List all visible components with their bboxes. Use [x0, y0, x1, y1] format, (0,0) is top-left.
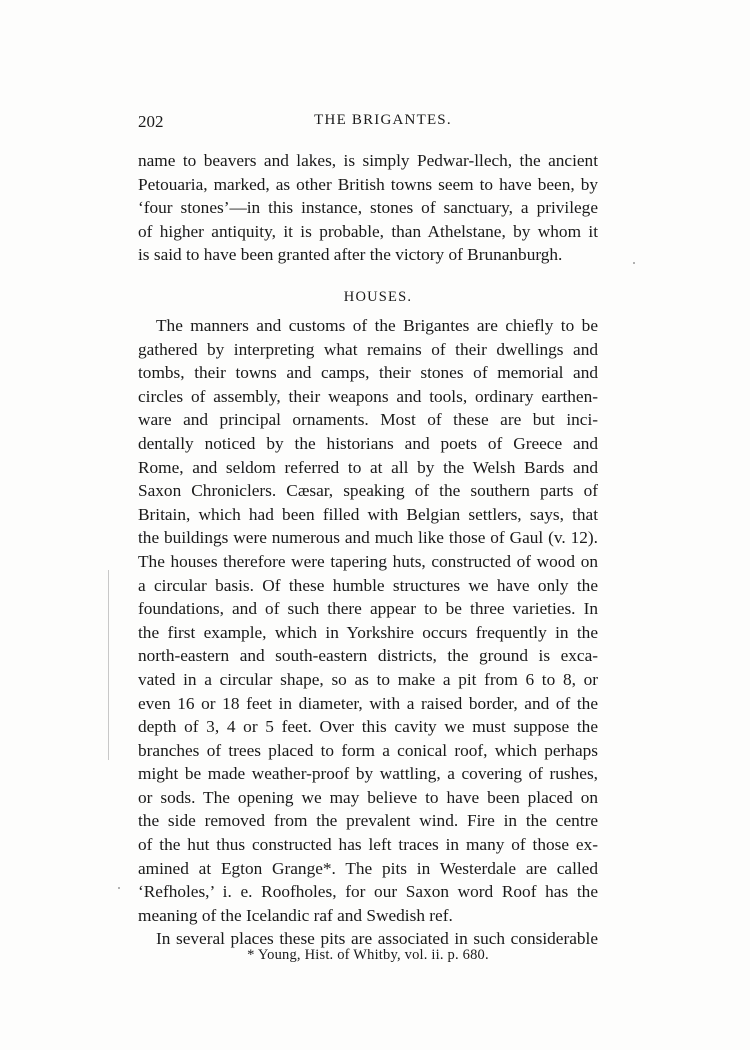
margin-mark — [108, 570, 109, 760]
text-line: dentally noticed by the historians and poets of Greece and — [138, 433, 598, 453]
text-line: the first example, which in Yorkshire occurs frequently in the — [138, 622, 598, 642]
text-line: depth of 3, 4 or 5 feet. Over this cavity we must suppose the — [138, 717, 598, 737]
text-line: even 16 or 18 feet in diameter, with a raised border, and of the — [138, 693, 598, 713]
text-line: or sods. The opening we may believe to have been placed on — [138, 787, 598, 807]
text-line: name to beavers and lakes, is simply Pedwar-llech, the ancient — [138, 151, 598, 170]
text-line: circles of assembly, their weapons and tools, ordinary earthen- — [138, 386, 598, 406]
text-line: branches of trees placed to form a conical roof, which perhaps — [138, 740, 598, 760]
text-line: gathered by interpreting what remains of their dwellings and — [138, 339, 598, 359]
text-line: north-eastern and south-eastern districts, the ground is exca- — [138, 646, 598, 666]
text-line: vated in a circular shape, so as to make a pit from 6 to 8, or — [138, 669, 598, 689]
page-number: 202 — [138, 112, 164, 131]
footnote: * Young, Hist. of Whitby, vol. ii. p. 680. — [247, 947, 489, 963]
text-line: foundations, and of such there appear to be three varieties. In — [138, 599, 598, 619]
text-line: The manners and customs of the Brigantes are chiefly to be — [156, 316, 598, 335]
text-line: amined at Egton Grange*. The pits in Westerdale are called — [138, 858, 598, 878]
text-line: Petouaria, marked, as other British towns seem to have been, by — [138, 174, 598, 194]
text-line: a circular basis. Of these humble structures we have only the — [138, 575, 598, 595]
text-line: The houses therefore were tapering huts, constructed of wood on — [138, 551, 598, 571]
text-line: tombs, their towns and camps, their stones of memorial and — [138, 363, 598, 383]
section-heading: HOUSES. — [343, 289, 413, 305]
text-line: Rome, and seldom referred to at all by the Welsh Bards and — [138, 457, 598, 477]
text-line: of higher antiquity, it is probable, than Athelstane, by whom it — [138, 221, 598, 241]
text-line: Saxon Chroniclers. Cæsar, speaking of the southern parts of — [138, 481, 598, 501]
paragraph-2 — [138, 314, 598, 951]
text-line: meaning of the Icelandic raf and Swedish ref. — [138, 905, 453, 925]
speck-mark — [633, 262, 635, 264]
text-line: In several places these pits are associated in such considerable — [156, 929, 598, 949]
text-line: ‘four stones’—in this instance, stones of sanctuary, a privilege — [138, 198, 598, 218]
text-line: the buildings were numerous and much like those of Gaul (v. 12). — [138, 528, 598, 548]
speck-mark — [118, 887, 120, 889]
page-header — [138, 112, 598, 136]
text-line: of the hut thus constructed has left traces in many of those ex- — [138, 835, 598, 855]
text-line: the side removed from the prevalent wind. Fire in the centre — [138, 811, 598, 831]
paragraph-1 — [138, 149, 598, 267]
text-line: might be made weather-proof by wattling, a covering of rushes, — [138, 764, 598, 784]
text-line: Britain, which had been filled with Belgian settlers, says, that — [138, 504, 598, 524]
text-line: ware and principal ornaments. Most of these are but inci- — [138, 410, 598, 430]
text-line: ‘Refholes,’ i. e. Roofholes, for our Saxon word Roof has the — [138, 882, 598, 902]
running-title: THE BRIGANTES. — [314, 112, 452, 128]
text-line: is said to have been granted after the victory of Brunanburgh. — [138, 245, 563, 265]
